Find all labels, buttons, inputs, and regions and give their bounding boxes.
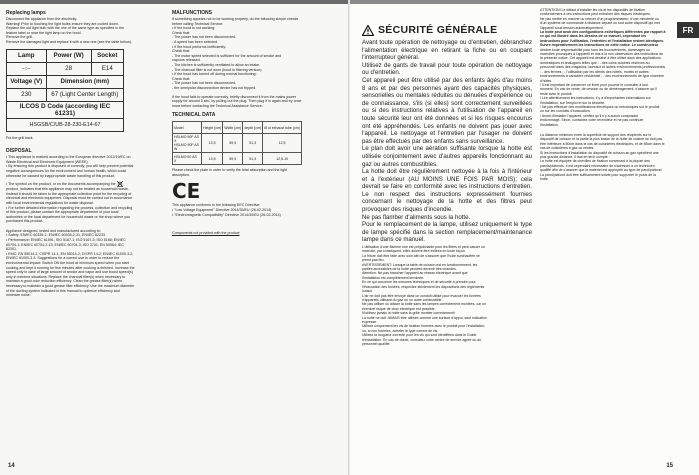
safety-small-line: d'installation. En cas de doute, consultez votre centre de service agréé ou du [362,337,482,342]
instruction-line: incendies provoqués à l'appareil et dus à la non observation des instructions de [540,52,664,57]
disposal-line: Waste Electrical and Electronic Equipment (WEEE). [6,159,89,164]
standards-line: 60704-1; EN/IEC 60704-2-13; EN/IEC 60704-3; ISO 3741; EN 50564; IEC [6,242,124,247]
spec-dimension: 67 (Light Center Length) [46,88,123,101]
disposal-line: with local environmental regulations for waste disposal. [6,200,94,205]
safety-small-line: La friture doit être faite avec soin afin de s'assurer que l'huile surchauffée ne [362,253,481,258]
left-page [0,0,349,475]
instruction-line: La distance minimum entre la superficie de support des récipients sur le [540,132,652,137]
instruction-line: reste avec le produit. [540,91,573,96]
instruction-line: Si les instructions d'installation du dispositif de cuisson au gaz spécifient une [540,150,659,155]
safety-small-line: Ne pas utiliser ou laisser la hotte sans les lampes correctement montées, car un [362,302,487,307]
malfunction-line: • If the hood performs inefficiently: [172,44,227,49]
instruction-line: d'hôtes. [540,78,553,83]
safety-small-line: personnel qualifié. [362,341,391,346]
lamp-symbol-icon: −○− [7,62,47,75]
safety-small-line: AVERTISSEMENT: Lorsque la table de cuisson est en fonctionnement, les [362,262,478,267]
instruction-line: qualifié afin de s'assurer que le matériel est approprié au type de paroi/plafond. [540,168,663,173]
instruction-line: hotte. [540,177,549,182]
tech-exhaust: 12,5 [263,134,302,153]
conform-line: This appliance conforms to the following EEC Directive: [172,203,261,208]
safety-paragraph: Pour le remplacement de la lampe, utilisez uniquement le type de lampe spécifié dans la section remplacement/maintenance lampe dans ce manuel. [362,221,532,244]
tech-width: 59,9 [223,153,243,165]
instruction-line: parois/plafonds. Il est cependant nécessaire de s'adresser à un technicien [540,163,655,168]
standards-line: 62301. [6,247,17,252]
instruction-line: la présente notice. Cet appareil est destiné à être utilisé dans des applications [540,56,661,61]
tech-header: Ø of exhaust tube (cm) [263,122,302,134]
top-strip [350,0,699,4]
safety-small-line: parties accessibles de la hotte peuvent devenir très chaudes. [362,267,457,272]
standards-line: minimize noise. [6,293,31,298]
instruction-line: ou sur les conduits d'évacuation. [540,109,591,114]
disposal-line: product, indicates that this appliance may not be treated as household waste. [6,187,129,192]
replacing-line: Replace the old light bulb with the one of the same type as specified in the [6,26,125,31]
right-column-1 [362,24,532,346]
instruction-line: La paroi/plafond doit être suffisamment solide pour supporter le poids de la [540,172,656,177]
instruction-line: plus grande distance, il faut en tenir compte. [540,155,609,159]
disposal-line: of this product, please contact the appropriate department of your local [6,210,119,215]
tech-note: Please check the plate in order to verify the total absorption and the light [172,168,288,173]
safety-paragraph: Ne pas flamber d'aliments sous la hotte. [362,213,471,221]
safety-small-line: La hotte ne doit JAMAIS être utilisée comme une surface d'appui, sauf indication [362,315,487,320]
malfunction-line: before calling Technical Service: [172,21,224,26]
instruction-line: être inférieure à 50cm dans le cas de cuisinières électriques, et de 65cm dans le [540,141,665,146]
instruction-line: ; - des fermes ; - l'utilisation par les clients des hôtels, motels et autres [540,69,649,74]
spec-header: Power (W) [46,49,91,62]
tech-model: HSLMO 90F AS X HSLMO 90F AS W [173,134,202,153]
tech-header: depth (cm) [243,122,263,134]
replacing-line: feature label or near the light lamp on the hood. [6,30,82,35]
spec-code: HSGSB/C/UB-28-230-E14-67 [7,118,124,131]
standards-line: Appliance designed, tested and manufactured according to: [6,228,101,233]
instruction-line: instructions pour l'utilisation, l'entretien et l'installation restent identiques. [540,38,665,43]
left-column-1 [6,10,166,298]
safety-paragraph: Utilisez de gants de travail pour toute opération de nettoyage ou d'entretien. [362,61,532,77]
malfunction-line: - A speed has been selected. [172,39,219,44]
fault-line: supply for around 5 sec. by pulling out the plug. Then plug it in again and try once [172,99,302,104]
replacing-title: Replacing lamps [6,10,46,16]
spec-ilcos: ILCOS D Code (according IEC 61231) [7,101,124,118]
warning-triangle-icon [362,25,374,36]
spec-header: Socket [91,49,123,62]
standards-line: necessary to maintain a good grease filter efficiency. Use the maximum diameter [6,284,135,288]
tech-height: 13,5 [202,153,223,165]
top-strip [0,0,349,4]
safety-small-line: L'air ne doit pas être envoyé dans un conduit utilisé pour évacuer les fumées [362,293,481,298]
instruction-line: l'installation. [540,122,559,127]
put-back-text: Put the grill back. [6,135,34,140]
lamp-spec-table [6,49,124,132]
right-page [350,0,699,475]
standards-line: EN/IEC 61000-3-3. Suggestions for a correct use in order to reduce the [6,256,120,261]
language-tab: FR [677,22,699,38]
safety-paragraph: Avant toute opération de nettoyage ou d'entretien, débranchez l'alimentation électrique en retirant la fiche ou en coupant l'interrupteur général. [362,39,532,62]
malfunction-line: Check that: [172,76,191,81]
safety-heading [362,24,532,36]
instruction-line: l'appareil sous tension automatiquement. [540,25,604,30]
malfunction-line: Check that: [172,30,191,35]
standards-line: • Performance: EN/IEC 61591; ISO 5167-1; ISO 5167-3; ISO 5168; EN/IEC [6,238,126,243]
tech-data-table [172,121,302,165]
instruction-line: moment. En cas de vente, de cession ou de déménagement, s'assurer qu'il [540,87,657,92]
instruction-line: Suivre impérativement les instructions de cette notice. Le constructeur [540,43,659,48]
page-number-right: 15 [666,463,673,469]
replacing-line: Remove the damaged light and replace it with a new one (see the table below). [6,39,132,44]
instruction-line: ATTENTION! Le défaut d'installer les vis et les dispositifs de fixation [540,8,646,12]
disposal-title: DISPOSAL [6,148,32,155]
spec-header: Voltage (V) [7,75,47,88]
right-column-2 [540,8,675,181]
instruction-line: ! Avant d'installer l'appareil, vérifiez qu'il n'y a aucun composant [540,113,639,118]
standards-line: maintain a good odor reduction efficiency. Clean the grease filter(s) when [6,279,123,284]
safety-title: SÉCURITÉ GÉNÉRALE [378,24,498,36]
tech-header: Height (cm) [202,122,223,134]
instruction-line: décline toute responsabilité pour tous les inconvénients, dommages ou [540,47,650,52]
instruction-line: ! Ne pas effectuer des modifications électriques ou mécaniques sur le produit [540,104,660,109]
instruction-line: personnel dans des magasins, bureaux et autres environnements professionnels [540,65,666,70]
spec-power: 28 [46,62,91,75]
safety-small-line: En ce qui concerne les mesures techniques et de sécurité à prendre pour [362,280,476,285]
page-number-left: 14 [8,463,15,469]
malfunction-line: • If the hood has turned off during normal functioning: [172,72,257,77]
disposal-line: • This appliance is marked according to the European directive 2012/19/EC on [6,155,131,160]
disposal-line: Instead it should be taken to the appropriate collection point for the recycling of [6,191,132,196]
safety-small-line: Utilisez uniquement les vis de fixation fournies avec le produit pour l'installation, [362,324,486,329]
tech-exhaust: 12,5-10 [263,153,302,165]
standards-line: • EMC: EN 55014-1; CISPR 14-1; EN 55014-2; CISPR 14-2; EN/IEC 61000-3-2; [6,251,134,256]
disposal-line: negative consequences for the environment and human health, which could [6,168,127,173]
safety-small-line: d'appareils utilisant du gaz ou un autre combustible. [362,297,443,302]
standards-line: of the ducting system indicated in this manual to optimize efficiency and [6,288,120,293]
tech-depth: 51,3 [243,153,263,165]
instruction-line: domestiques et analogues telles que : - des coins cuisines réservés au [540,60,650,65]
standards-line: cooking and kept it running for few minutes after cooking is finished. Increase the [6,265,135,270]
instruction-line: ! Il est important de conserver ce livret pour pouvoir le consulter à tout [540,82,649,87]
standards-line: • Safety: EN/IEC 60335-1; EN/IEC 60335-2-31, EN/IEC 62233. [6,233,106,238]
conform-line: • "Electromagnetic Compatibility" Directive 2014/30/EU (26-02-2014) [172,212,281,217]
ce-mark-icon: CE [172,179,201,204]
disposal-line: • For further detailed information regarding the process, collection and recycling [6,205,133,210]
instruction-line: ! Lire attentivement les instructions: il y a d'importantes informations sur [540,96,651,101]
safety-small-line: Attention: Ne pas brancher l'appareil au réseau électrique avant que [362,271,468,276]
instruction-line: Ne pas mettre en marche ou relever d'un programmateur, d'une minuterie ou [540,16,659,21]
safety-small-line: Utilisez la longueur correcte pour les vis qui sont identifiées dans le Guide [362,333,477,338]
tech-header: Model [173,122,202,134]
malfunctions-title: MALFUNCTIONS [172,10,212,16]
instruction-line: La hotte est équipée de chevilles de fixation convenant à la plupart des [540,159,650,164]
disposal-line: otherwise be caused by inappropriate waste handling of this product. [6,173,116,178]
spec-header: Lamp [7,49,47,62]
disposal-line: • By ensuring this product is disposed of correctly, you will help prevent potential [6,164,134,169]
replacing-line: Warning! Prior to touching the light bulbs ensure they are cooled down. [6,21,119,26]
spec-socket: E14 [91,62,123,75]
disposal-line: authorities or the local department for household waste or the shop where you [6,214,131,219]
malfunction-line: - the omnipolar disconnection device has not tripped. [172,85,257,90]
safety-paragraph: La hotte doit être régulièrement nettoyée à la fois à l'intérieur et à l'extérieur (AU MOINS UNE FOIS PAR MOIS); cela devrait se faire en conformité avec les instructions d'entretien. Le non respect des instructions expressément fournies concernant le nettoyage de la hotte et des filtres peut provoquer des risques d'incendie. [362,168,532,214]
safety-small-line: éventuel risque de choc électrique est possible. [362,306,436,311]
malfunction-line: If something appears not to be working properly, do the following simple checks [172,17,299,21]
disposal-line: purchased this product. [6,219,44,224]
tech-depth: 51,3 [243,134,263,153]
malfunction-line: vapours released. [172,58,201,63]
disposal-line: electrical and electronic equipment. Disposal must be carried out in accordance [6,196,133,201]
instruction-line: dispositif de cuisson et la partie la plus basse de la hotte de cuisine ne doit pas [540,137,663,142]
standards-line: speed only in case of large amount of smoke and vapor and use boost speed(s) [6,270,133,275]
safety-small-line: l'installation est complètement terminée. [362,275,425,280]
safety-small-line: locaux. [362,289,374,294]
instruction-line: d'un système de commande à distance séparé ou tout autre dispositif qui met [540,21,660,26]
disposal-symbol-text: • The symbol on the product, or on the documents accompanying the [6,182,116,187]
fault-line: more before contacting the Technical Assistance Service. [172,103,263,108]
spec-voltage: 230 [7,88,47,101]
conform-line: • "Low Voltage Equipment" Directive 2014/35/EU (26-02-2014) [172,208,272,213]
safety-small-line: N'utilisez jamais la hotte sans la grille montée correctement! [362,311,455,316]
instruction-line: La hotte peut avoir des configurations esthétiques différentes par rapport à [540,30,666,35]
instruction-line: conformément à ces instructions peut entraîner des risques électriques. [540,12,651,17]
replacing-line: Disconnect the appliance from the electricity. [6,17,78,21]
instruction-line: ce qui est illustré dans les dessins de ce manuel, cependant les [540,34,647,39]
malfunction-line: Check that: [172,49,191,54]
left-column-2 [172,10,342,236]
tech-note: absorption. [172,172,190,177]
instruction-line: environnements à caractère résidentiel ; - des environnements de type chambre [540,74,664,79]
safety-paragraph: Le plan doit avoir une aération suffisante lorsque la hotte est utilisée conjointement avec d'autres appareils fonctionnant au gaz ou autres combustibles. [362,145,532,168]
replacing-line: Remove the grill. [6,35,33,40]
safety-paragraph: Cet appareil peut être utilisé par des enfants âgés d'au moins 8 ans et par des personnes ayant des capacités physiques, sensorielles ou mentales réduites ou dénuées d'expérience ou de connaissance, s'ils (si elles) sont correctement surveillées ou si des instructions relatives à l'utilisation de l'appareil en toute sécurité leur ont été données et si les risques encourus ont été appréhendés. Les enfants ne doivent pas jouer avec l'appareil. Le nettoyage et l'entretien par l'usager ne doivent pas être effectués par des enfants sans surveillance. [362,76,532,145]
safety-small-line: l'évacuation des fumées, respectez strictement les dispositions des règlements [362,284,485,289]
safety-small-line: prend pas feu. [362,258,385,263]
malfunction-line: - The power has not been disconnected. [172,35,237,40]
tech-header: Width (cm) [223,122,243,134]
malfunction-line: - The power has not been disconnected. [172,81,237,86]
safety-small-line: L'utilisation d'une flamme nue est préjudiciable pour les filtres et peut causer un [362,245,485,250]
tech-data-title: TECHNICAL DATA [172,112,216,119]
safety-small-line: ou, si non fournies, acheter le type correct de vis. [362,328,439,333]
instruction-line: endommagé. Sinon, contactez votre revendeur et ne pas continuer [540,118,644,123]
malfunction-line: - The motor speed selected is sufficient for the amount of smoke and [172,53,282,58]
tech-model: HSLMO 60 AS X [173,153,202,165]
fault-line: If the hood fails to operate correctly, briefly disconnect it from the mains power [172,94,296,99]
standards-line: only in extreme situations. Replace the charcoal filter(s) when necessary to [6,274,126,279]
instruction-line: cas de cuisinières à gaz ou mixtes. [540,146,595,151]
components-note: Components not provided with the product [172,231,240,236]
spec-header: Dimension (mm) [46,75,123,88]
malfunction-line: - The charcoal filter is not worn (hood in filtering version). [172,67,263,72]
malfunction-line: • If the hood is not working: [172,26,216,31]
safety-small-line: expresse. [362,319,378,324]
instruction-line: l'installation, sur l'emploi et sur la sécurité. [540,100,606,105]
tech-height: 13,5 [202,134,223,153]
safety-small-line: incendie, par conséquent, elles doivent être évitées en toute façon. [362,249,466,254]
malfunction-line: - The kitchen is sufficiently ventilated to allow an intake. [172,62,261,67]
standards-line: environmental impact: Switch ON the hood at minimum speed when you start [6,261,129,266]
tech-width: 59,9 [223,134,243,153]
